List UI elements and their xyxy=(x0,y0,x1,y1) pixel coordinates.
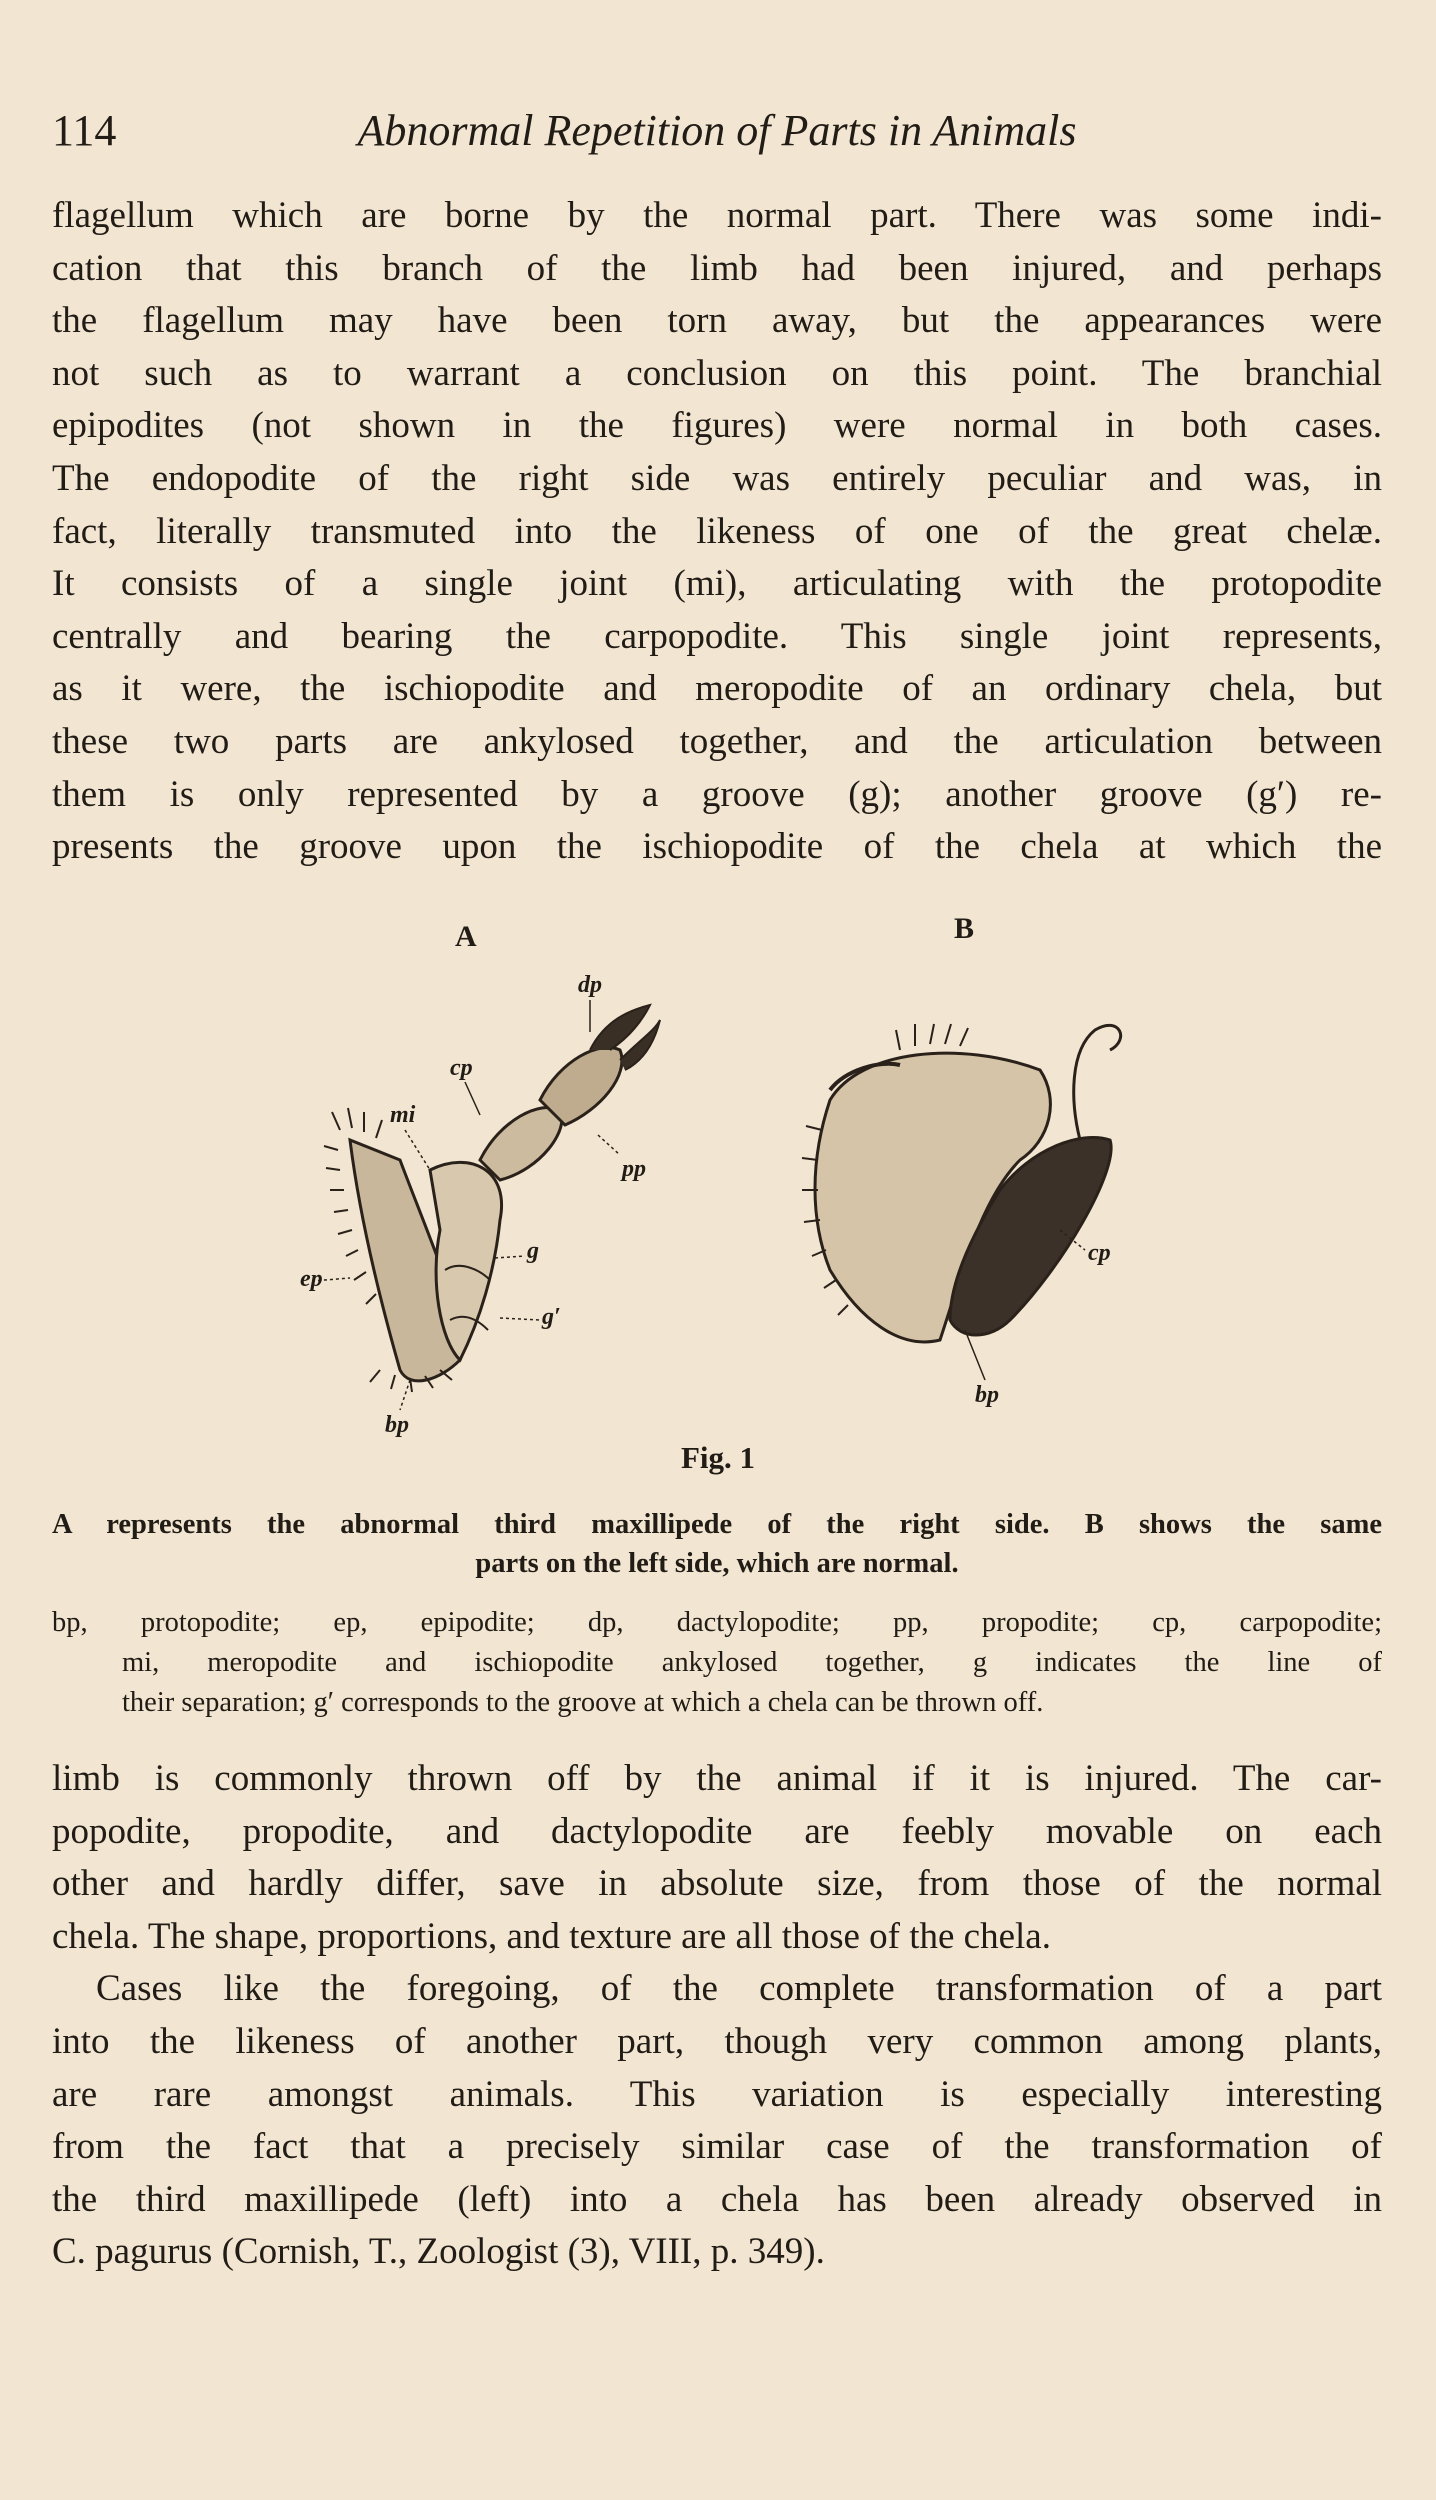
label-a-ep: ep xyxy=(300,1266,323,1292)
text-line: the flagellum may have been torn away, but the appearances were xyxy=(52,300,1382,342)
text-line: from the fact that a precisely similar case of the transformation of xyxy=(52,2126,1382,2168)
legend-line: bp, protopodite; ep, epipodite; dp, dactylopodite; pp, propodite; cp, carpopodite; xyxy=(52,1607,1382,1638)
label-a-pp: pp xyxy=(622,1156,646,1182)
figure-title: Fig. 1 xyxy=(680,1440,756,1475)
text-line: are rare amongst animals. This variation is especially interesting xyxy=(52,2073,1382,2115)
text-line: C. pagurus (Cornish, T., Zoologist (3), VIII, p. 349). xyxy=(52,2231,825,2273)
text-line: popodite, propodite, and dactylopodite are feebly movable on each xyxy=(52,1810,1382,1852)
text-line: Cases like the foregoing, of the complete transformation of a part xyxy=(96,1968,1382,2010)
text-line: flagellum which are borne by the normal part. There was some indi- xyxy=(52,195,1382,236)
panel-a-drawing xyxy=(312,1000,660,1410)
label-a-cp: cp xyxy=(450,1055,473,1081)
figure-1 xyxy=(0,900,1436,1520)
text-line: chela. The shape, proportions, and texture are all those of the chela. xyxy=(52,1915,1051,1957)
figure-caption xyxy=(52,1505,1382,1583)
label-a-mi: mi xyxy=(390,1102,416,1128)
text-line: limb is commonly thrown off by the animal if it is injured. The car- xyxy=(52,1758,1382,1799)
text-line: other and hardly differ, save in absolute size, from those of the normal xyxy=(52,1863,1382,1905)
panel-b-label: B xyxy=(954,912,975,945)
label-a-bp: bp xyxy=(385,1412,409,1438)
running-title: Abnormal Repetition of Parts in Animals xyxy=(357,106,1077,155)
page-header xyxy=(52,105,1382,165)
text-line: It consists of a single joint (mi), articulating with the protopodite xyxy=(52,563,1382,605)
label-b-bp: bp xyxy=(975,1382,999,1408)
panel-a-label: A xyxy=(455,920,477,953)
text-line: not such as to warrant a conclusion on this point. The branchial xyxy=(52,352,1382,394)
text-line: these two parts are ankylosed together, and the articulation between xyxy=(52,720,1382,762)
page-number: 114 xyxy=(52,106,117,155)
text-line: cation that this branch of the limb had been injured, and perhaps xyxy=(52,247,1382,289)
panel-b-drawing xyxy=(802,1024,1121,1380)
paragraph-top xyxy=(52,190,1382,874)
legend-line: mi, meropodite and ischiopodite ankylosed together, g indicates the line of xyxy=(122,1647,1382,1678)
text-line: The endopodite of the right side was entirely peculiar and was, in xyxy=(52,457,1382,499)
text-line: as it were, the ischiopodite and meropodite of an ordinary chela, but xyxy=(52,668,1382,710)
text-line: epipodites (not shown in the figures) were normal in both cases. xyxy=(52,405,1382,447)
text-line: fact, literally transmuted into the likeness of one of the great chelæ. xyxy=(52,510,1382,552)
paragraph-bottom xyxy=(52,1753,1382,2279)
label-a-dp: dp xyxy=(578,972,602,998)
figure-legend xyxy=(52,1603,1382,1723)
label-a-g: g xyxy=(527,1238,539,1264)
text-line: them is only represented by a groove (g); another groove (g′) re- xyxy=(52,773,1382,815)
legend-line: their separation; g′ corresponds to the groove at which a chela can be thrown off. xyxy=(122,1687,1044,1718)
figure-illustration xyxy=(0,900,1436,1520)
caption-line: A represents the abnormal third maxillipede of the right side. B shows the same xyxy=(52,1509,1382,1540)
text-line: into the likeness of another part, though very common among plants, xyxy=(52,2020,1382,2062)
text-line: the third maxillipede (left) into a chela has been already observed in xyxy=(52,2178,1382,2220)
text-line: centrally and bearing the carpopodite. This single joint represents, xyxy=(52,615,1382,657)
label-b-cp: cp xyxy=(1088,1240,1111,1266)
caption-line: parts on the left side, which are normal. xyxy=(475,1548,959,1579)
text-line: presents the groove upon the ischiopodite of the chela at which the xyxy=(52,826,1382,868)
label-a-g-prime: g′ xyxy=(542,1304,561,1330)
